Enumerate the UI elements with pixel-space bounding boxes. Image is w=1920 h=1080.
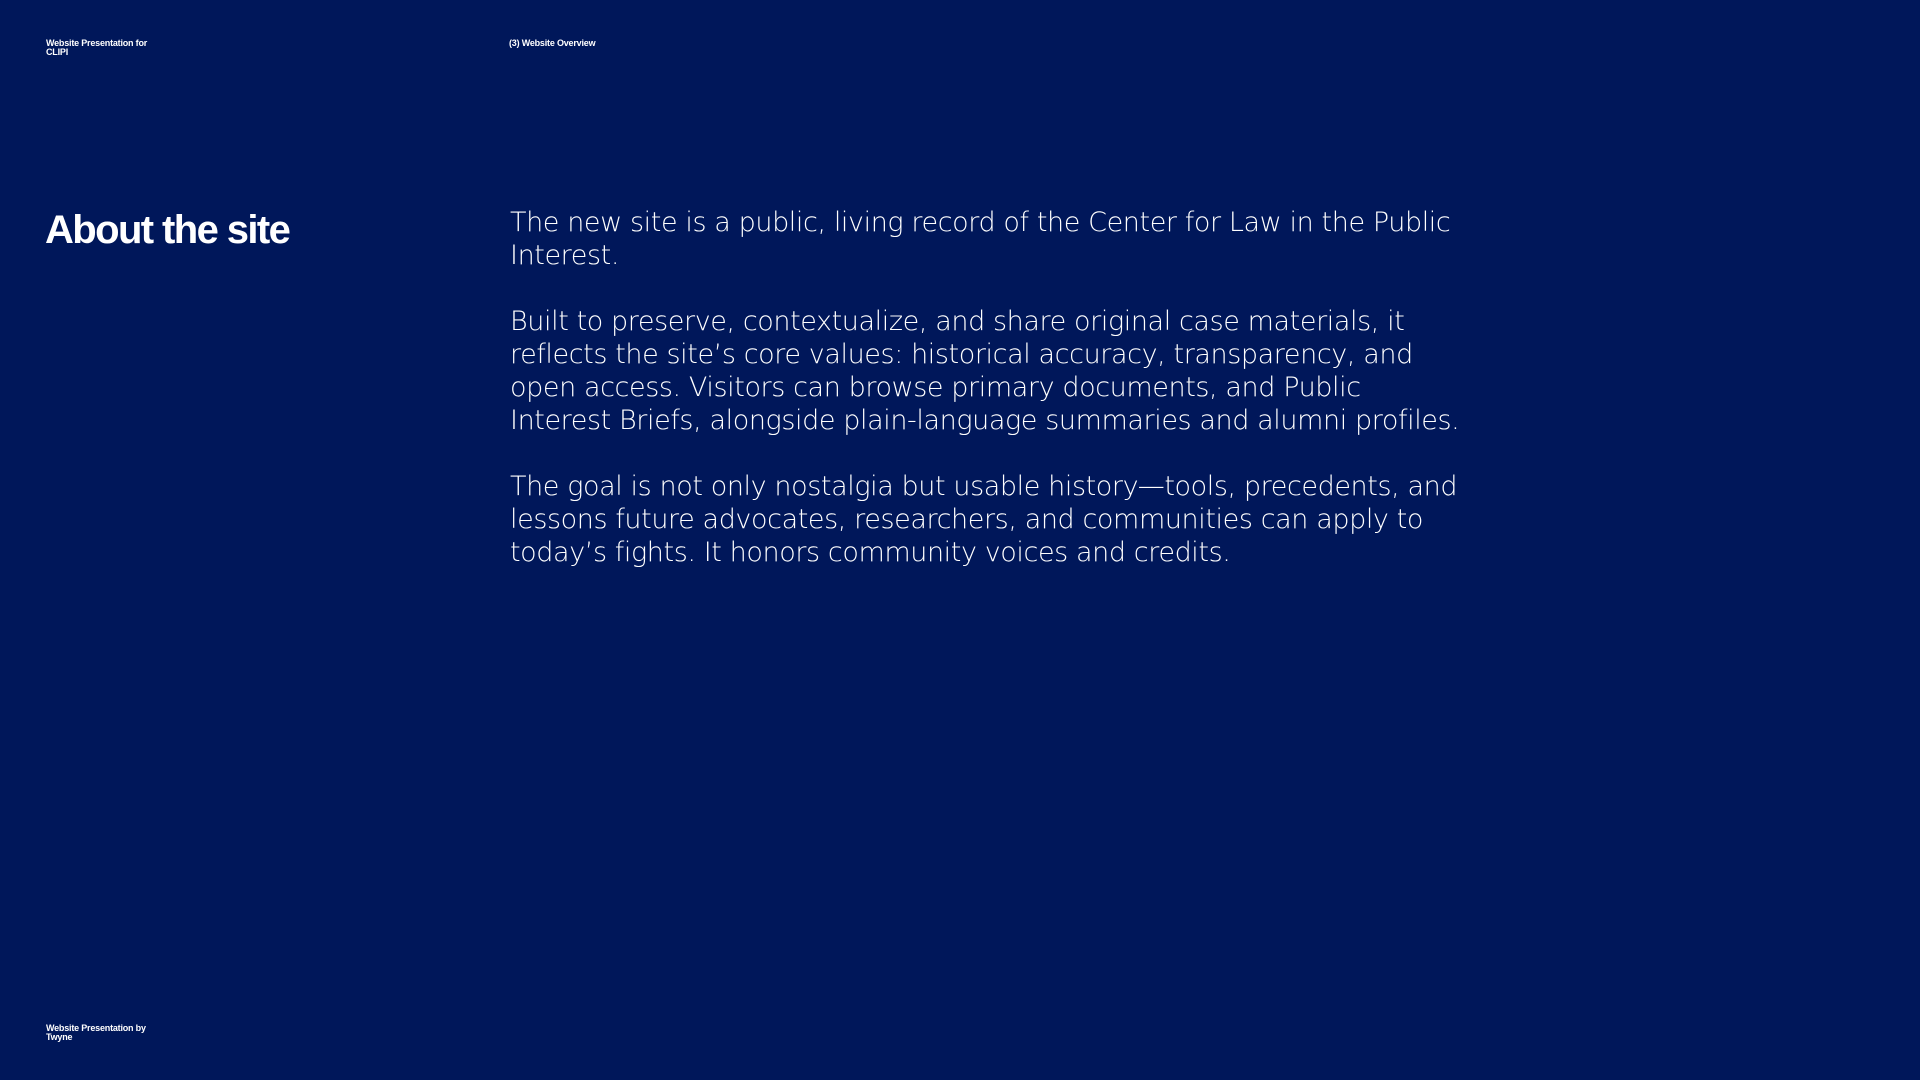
body-copy [510, 206, 1460, 602]
section-label: (3) Website Overview [509, 38, 596, 48]
paragraph-purpose: Built to preserve, contextualize, and share original case materials, it reflects the site’s core values: historical accuracy, transparency, and open access. Visitors can browse primary documents, and Public Interest Briefs, alongside plain-language summaries and alumni profiles. [510, 306, 1460, 436]
presentation-for-label: Website Presentation for CLIPI [46, 38, 148, 57]
paragraph-goal: The goal is not only nostalgia but usable history—tools, precedents, and lessons future advocates, researchers, and communities can apply to today’s fights. It honors community voices and credits. [510, 471, 1458, 568]
page-title: About the site [45, 208, 290, 252]
paragraph-intro: The new site is a public, living record of the Center for Law in the Public Interest. [510, 207, 1451, 271]
presentation-by-label: Website Presentation by Twyne [46, 1023, 146, 1042]
